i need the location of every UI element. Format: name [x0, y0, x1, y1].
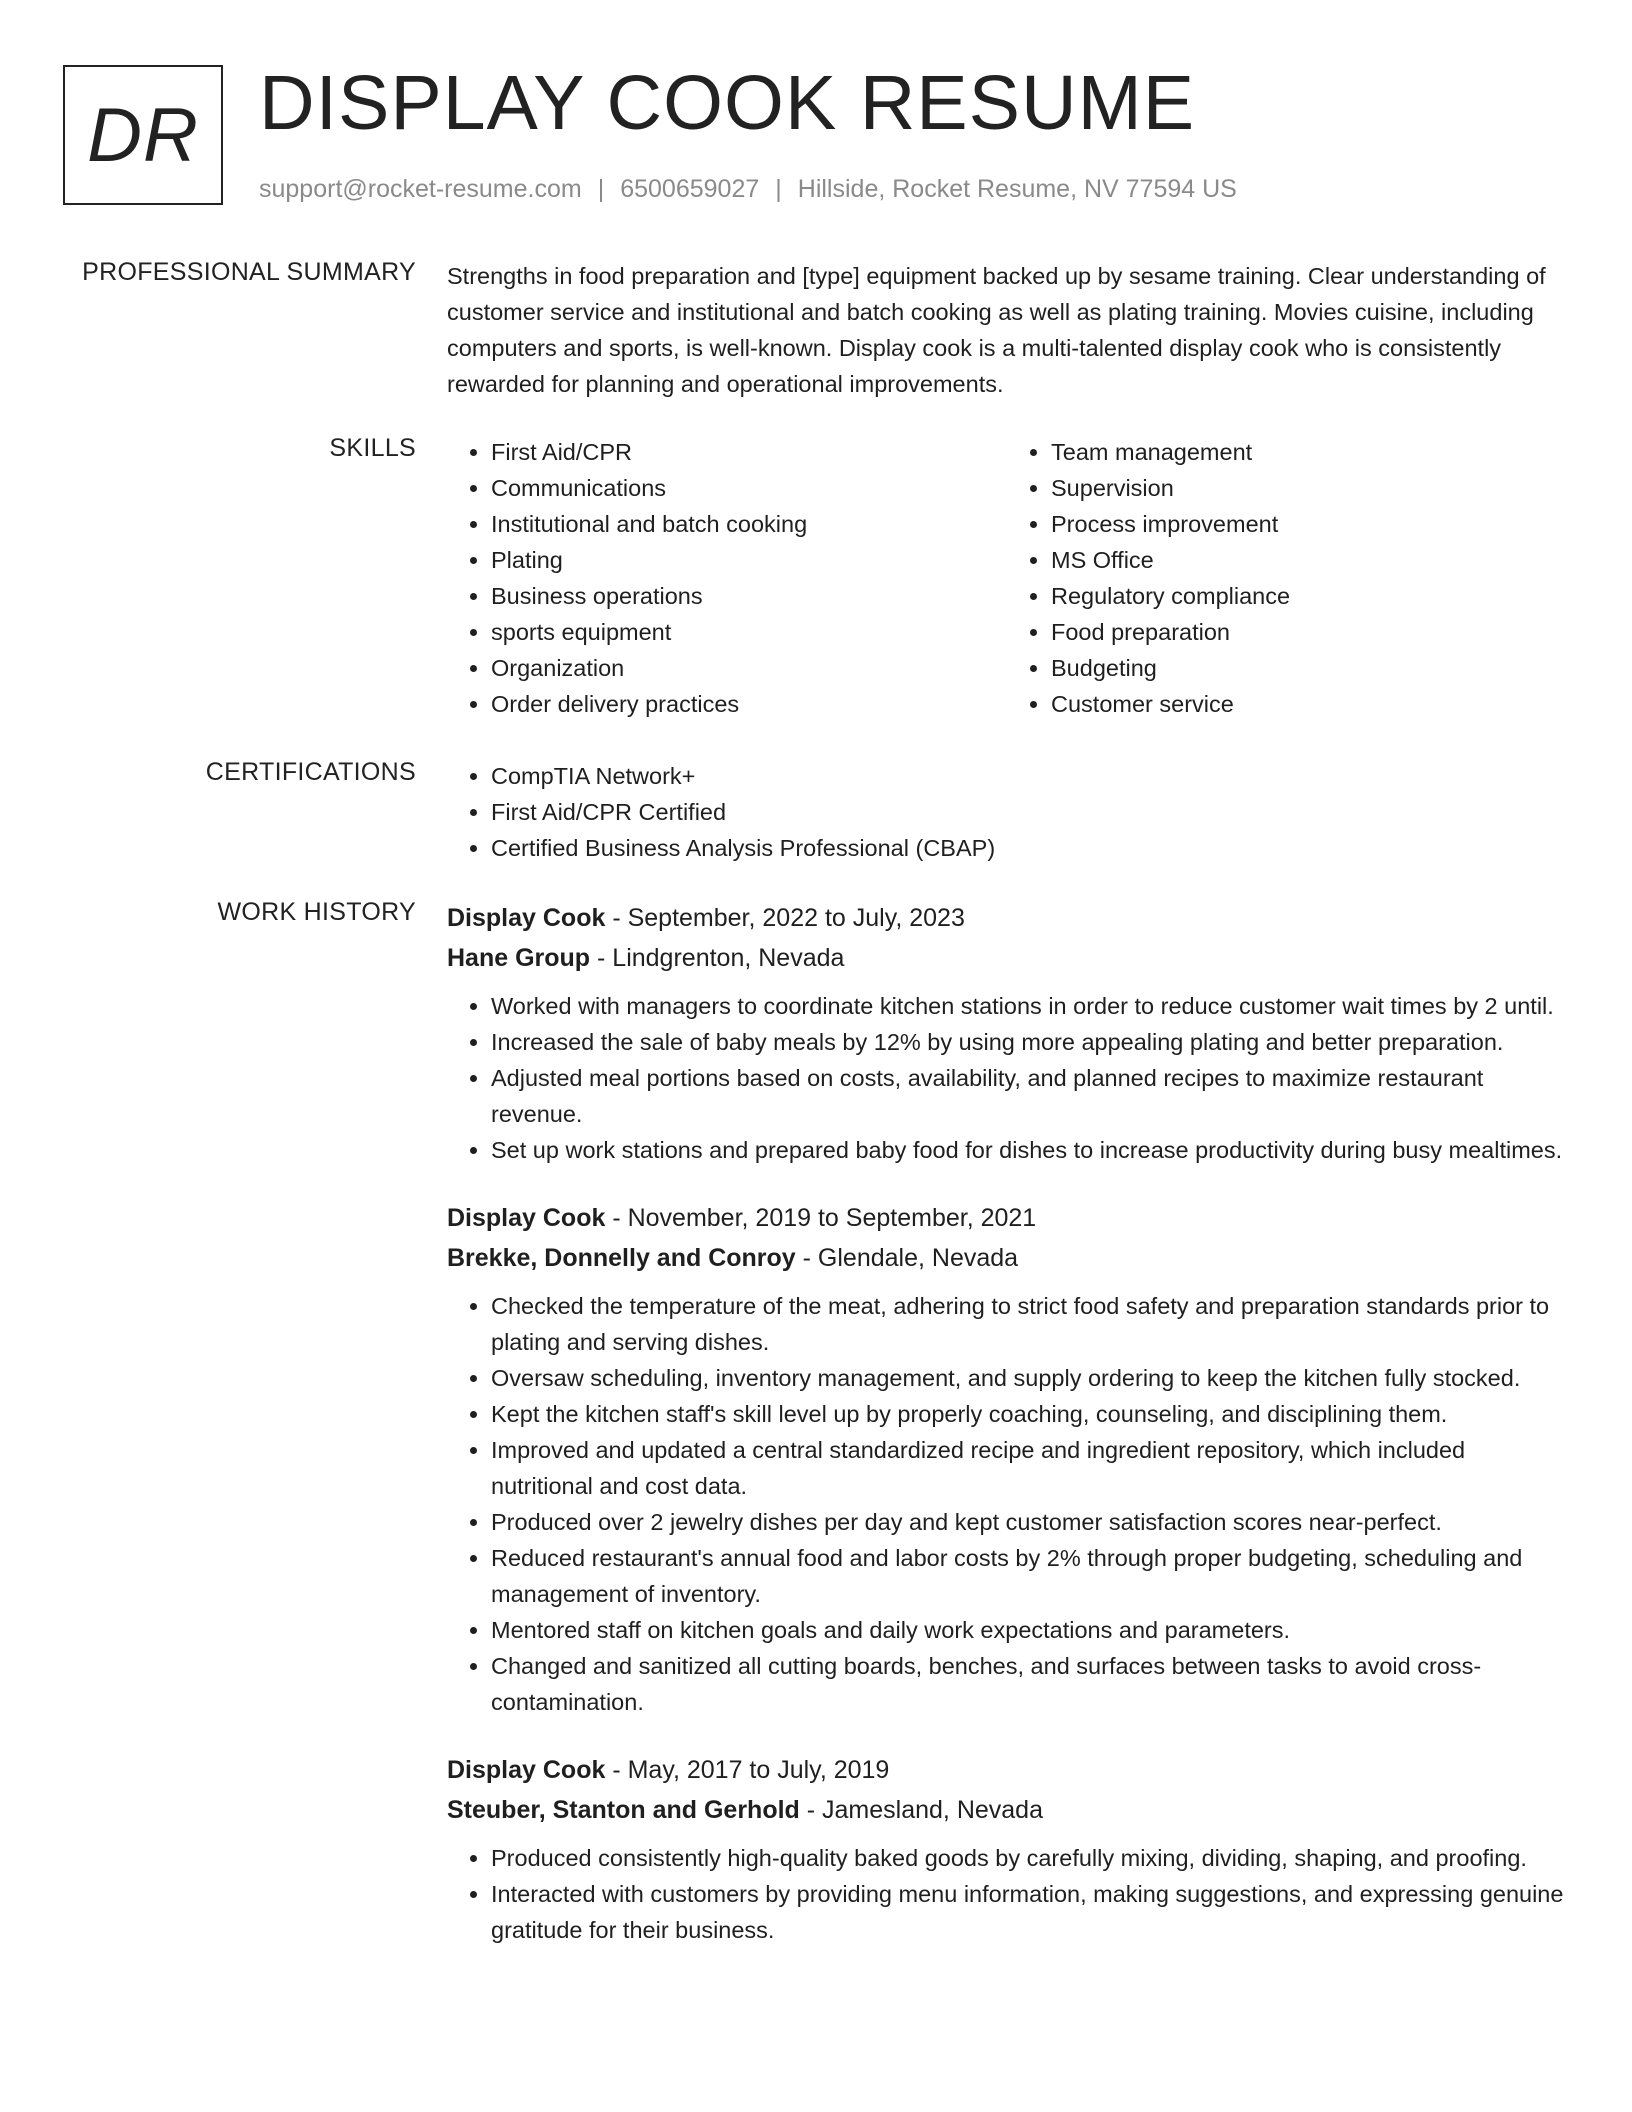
skills-list-left: [447, 434, 1007, 722]
monogram-logo: DR: [63, 65, 223, 205]
job-company-line: [447, 938, 1567, 978]
skill-item: • Customer service: [1051, 686, 1567, 722]
skill-item: • Team management: [1051, 434, 1567, 470]
job-entry: [447, 1750, 1567, 1948]
job-dates: - May, 2017 to July, 2019: [605, 1756, 890, 1784]
contact-phone: 6500659027: [620, 175, 760, 203]
section-heading-skills: SKILLS: [329, 434, 416, 462]
contact-separator: |: [597, 175, 605, 203]
certification-item: • Certified Business Analysis Professional (CBAP): [491, 830, 1567, 866]
skills-list-right: [1007, 434, 1567, 722]
job-bullet: • Interacted with customers by providing menu information, making suggestions, and expressing genuine gratitude for their business.: [491, 1876, 1567, 1948]
resume-header: [63, 60, 1563, 210]
job-location: - Lindgrenton, Nevada: [590, 944, 845, 972]
job-location: - Jamesland, Nevada: [799, 1796, 1043, 1824]
certification-item: • First Aid/CPR Certified: [491, 794, 1567, 830]
job-location: - Glendale, Nevada: [795, 1244, 1019, 1272]
job-entry: [447, 898, 1567, 1168]
job-dates: - November, 2019 to September, 2021: [605, 1204, 1037, 1232]
job-bullets: [447, 988, 1567, 1168]
job-bullet: • Adjusted meal portions based on costs, availability, and planned recipes to maximize restaurant revenue.: [491, 1060, 1567, 1132]
job-bullets: [447, 1288, 1567, 1720]
certifications-body: [447, 758, 1567, 866]
certification-item: • CompTIA Network+: [491, 758, 1567, 794]
resume-title: DISPLAY COOK RESUME: [259, 60, 1196, 146]
job-bullets: [447, 1840, 1567, 1948]
job-company: Hane Group: [447, 944, 591, 972]
job-title: Display Cook: [447, 1204, 606, 1232]
section-heading-certifications: CERTIFICATIONS: [205, 758, 416, 786]
job-title-line: [447, 1750, 1567, 1790]
job-bullet: • Produced over 2 jewelry dishes per day and kept customer satisfaction scores near-perfect.: [491, 1504, 1567, 1540]
job-bullet: • Oversaw scheduling, inventory management, and supply ordering to keep the kitchen fully stocked.: [491, 1360, 1567, 1396]
job-bullet: • Checked the temperature of the meat, adhering to strict food safety and preparation standards prior to plating and serving dishes.: [491, 1288, 1567, 1360]
contact-email: support@rocket-resume.com: [259, 175, 582, 203]
job-title-line: [447, 898, 1567, 938]
job-entry: [447, 1198, 1567, 1720]
work-history-body: [447, 898, 1567, 1978]
skill-item: • Institutional and batch cooking: [491, 506, 1007, 542]
skill-item: • First Aid/CPR: [491, 434, 1007, 470]
summary-body: [447, 258, 1567, 402]
job-bullet: • Improved and updated a central standardized recipe and ingredient repository, which included nutritional and cost data.: [491, 1432, 1567, 1504]
job-bullet: • Kept the kitchen staff's skill level up by properly coaching, counseling, and disciplining them.: [491, 1396, 1567, 1432]
job-title-line: [447, 1198, 1567, 1238]
summary-text: Strengths in food preparation and [type] equipment backed up by sesame training. Clear understanding of customer service and institutional and batch cooking as well as plating training. Movies cuisine, including computers and sports, is well-known. Display cook is a multi-talented display cook who is consistently rewarded for planning and operational improvements.: [447, 263, 1546, 397]
skill-item: • Food preparation: [1051, 614, 1567, 650]
skill-item: • Communications: [491, 470, 1007, 506]
skill-item: • Budgeting: [1051, 650, 1567, 686]
job-dates: - September, 2022 to July, 2023: [605, 904, 965, 932]
skill-item: • sports equipment: [491, 614, 1007, 650]
job-bullet: • Worked with managers to coordinate kitchen stations in order to reduce customer wait times by 2 until.: [491, 988, 1567, 1024]
job-bullet: • Increased the sale of baby meals by 12% by using more appealing plating and better preparation.: [491, 1024, 1567, 1060]
skill-item: • Plating: [491, 542, 1007, 578]
job-bullet: • Produced consistently high-quality baked goods by carefully mixing, dividing, shaping, and proofing.: [491, 1840, 1567, 1876]
skill-item: • Organization: [491, 650, 1007, 686]
certifications-list: [447, 758, 1567, 866]
skill-item: • Business operations: [491, 578, 1007, 614]
contact-line: [259, 175, 1237, 204]
section-heading-work-history: WORK HISTORY: [217, 898, 416, 926]
job-company: Steuber, Stanton and Gerhold: [447, 1796, 800, 1824]
contact-separator: |: [775, 175, 782, 203]
skill-item: • Process improvement: [1051, 506, 1567, 542]
contact-address: Hillside, Rocket Resume, NV 77594 US: [797, 175, 1237, 203]
section-heading-summary: PROFESSIONAL SUMMARY: [82, 258, 416, 286]
skills-body: [447, 434, 1567, 722]
job-title: Display Cook: [447, 1756, 606, 1784]
job-bullet: • Mentored staff on kitchen goals and daily work expectations and parameters.: [491, 1612, 1567, 1648]
job-bullet: • Changed and sanitized all cutting boards, benches, and surfaces between tasks to avoid cross-contamination.: [491, 1648, 1567, 1720]
skill-item: • MS Office: [1051, 542, 1567, 578]
job-company: Brekke, Donnelly and Conroy: [447, 1244, 796, 1272]
job-bullet: • Reduced restaurant's annual food and labor costs by 2% through proper budgeting, scheduling and management of inventory.: [491, 1540, 1567, 1612]
skill-item: • Order delivery practices: [491, 686, 1007, 722]
job-company-line: [447, 1238, 1567, 1278]
job-title: Display Cook: [447, 904, 606, 932]
job-company-line: [447, 1790, 1567, 1830]
job-bullet: • Set up work stations and prepared baby food for dishes to increase productivity during busy mealtimes.: [491, 1132, 1567, 1168]
skill-item: • Regulatory compliance: [1051, 578, 1567, 614]
skill-item: • Supervision: [1051, 470, 1567, 506]
